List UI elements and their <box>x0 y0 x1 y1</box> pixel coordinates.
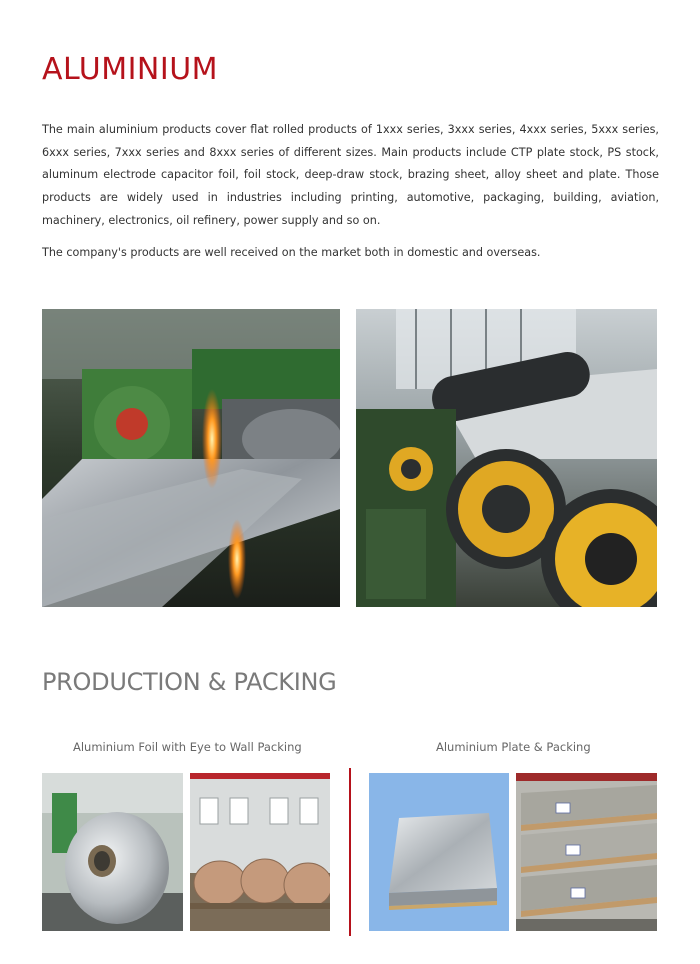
packed-coils-photo <box>190 773 330 931</box>
stacked-plates-photo <box>516 773 657 931</box>
page-title: ALUMINIUM <box>42 52 219 87</box>
section-title: PRODUCTION & PACKING <box>42 668 337 696</box>
column-divider <box>349 768 351 936</box>
caption-plate-packing: Aluminium Plate & Packing <box>436 740 591 754</box>
market-paragraph: The company's products are well received on the market both in domestic and overseas. <box>42 246 541 259</box>
intro-paragraph: The main aluminium products cover flat rolled products of 1xxx series, 3xxx series, 4xxx series, 5xxx series, 6xxx series, 7xxx series and 8xxx series of different sizes. Main products include CTP plate stock, PS stock, aluminum electrode capacitor foil, foil stock, deep-draw stock, brazing sheet, alloy sheet and plate. Those products are widely used in industries including printing, automotive, packaging, building, aviation, machinery, electronics, oil refinery, power supply and so on. <box>42 123 659 227</box>
aluminium-plate-photo <box>369 773 509 931</box>
rolling-mill-photo <box>42 309 340 607</box>
caption-foil-packing: Aluminium Foil with Eye to Wall Packing <box>73 740 302 754</box>
slitting-line-photo <box>356 309 657 607</box>
foil-roll-photo <box>42 773 183 931</box>
